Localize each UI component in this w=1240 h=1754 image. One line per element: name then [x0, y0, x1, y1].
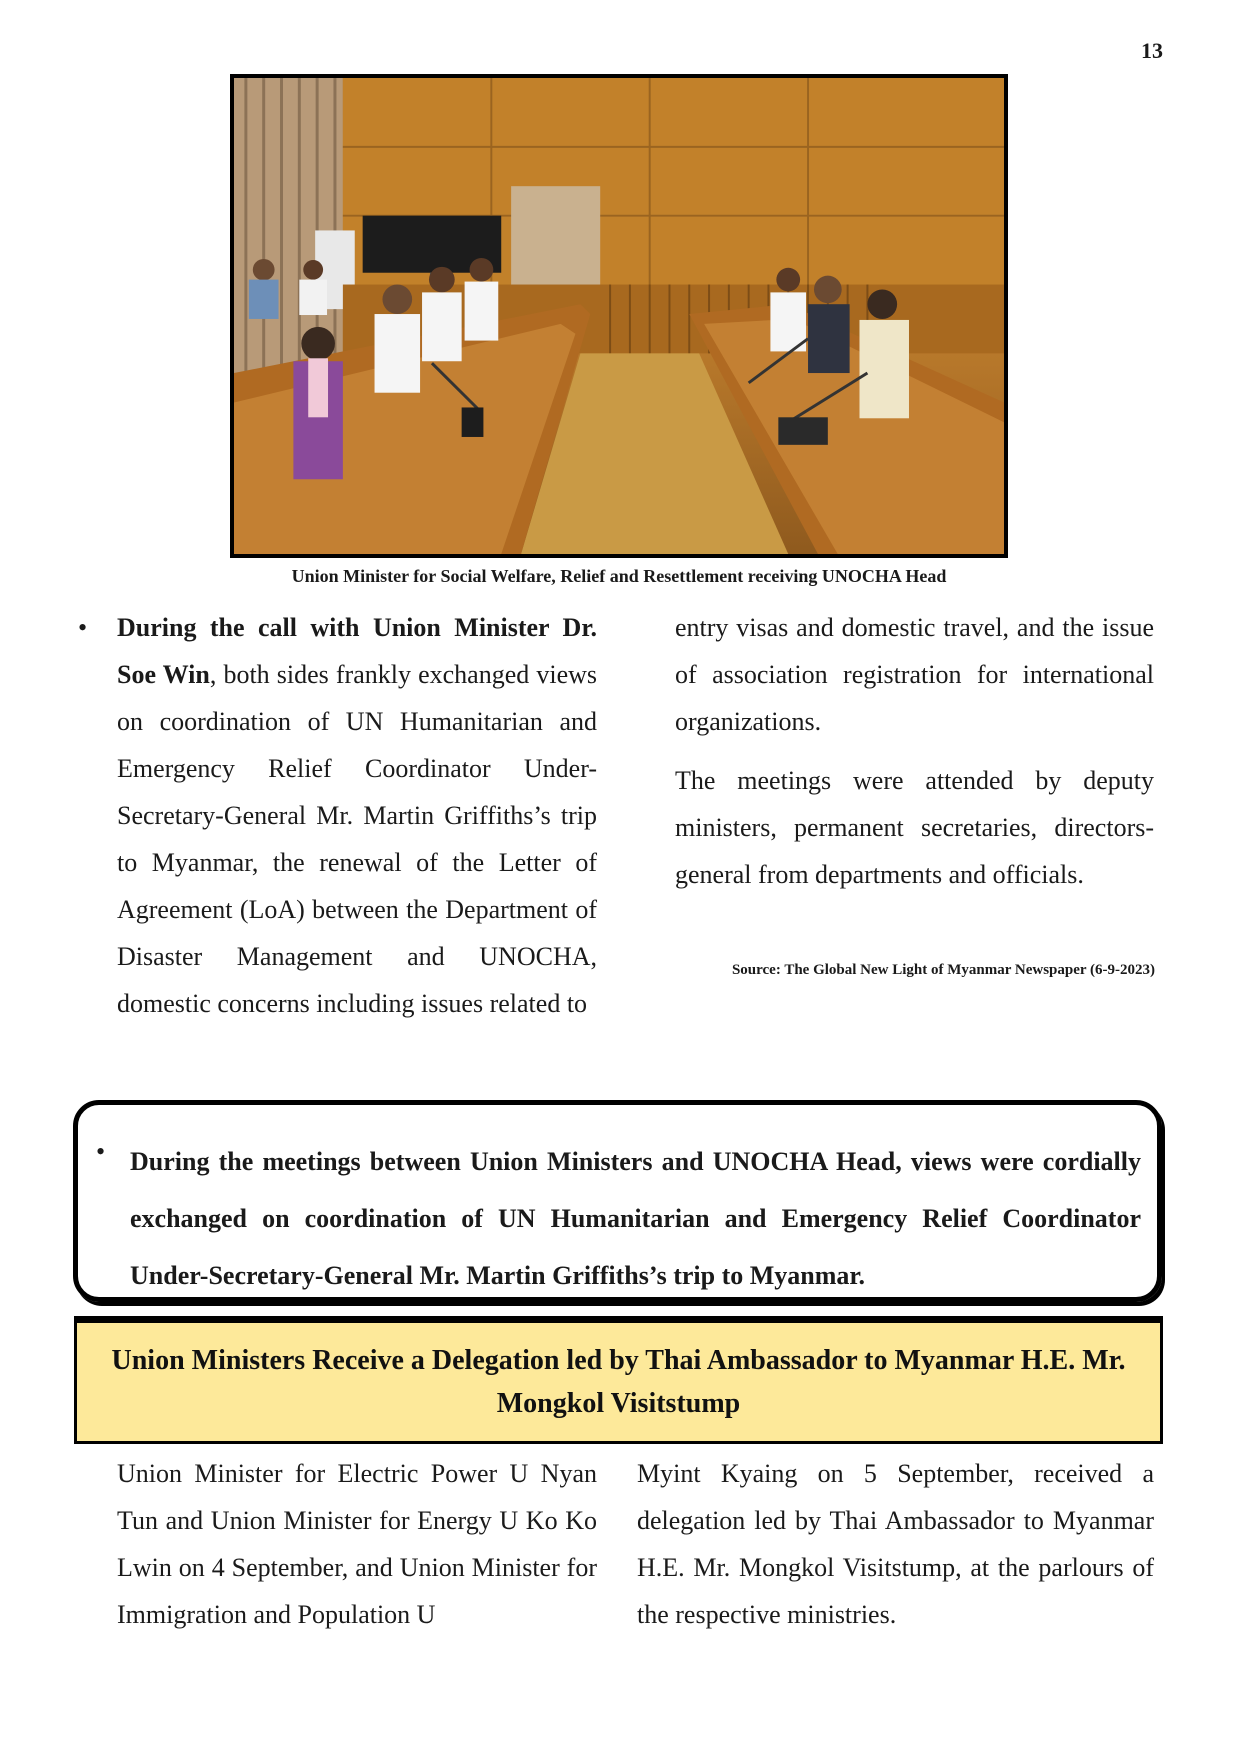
article2-left-column [79, 1450, 597, 1638]
photo-caption: Union Minister for Social Welfare, Relief and Resettlement receiving UNOCHA Head [291, 566, 947, 586]
page-number: 13 [1141, 38, 1163, 63]
curtain-left [234, 78, 343, 373]
attendance-paragraph: The meetings were attended by deputy ministers, permanent secretaries, directors-general from departments and officials. [675, 766, 1154, 889]
article2-headline-box [74, 1320, 1163, 1444]
article2-right-column [637, 1450, 1154, 1638]
bullet-bold-lead: During the call with Union Minister Dr. Soe Win [117, 613, 597, 689]
highlight-bullet: • [96, 1137, 106, 1166]
article1-right-column [637, 604, 1154, 898]
article2-headline: Union Ministers Receive a Delegation led by Thai Ambassador to Myanmar H.E. Mr. Mongkol Visitstump [111, 1345, 1126, 1419]
meeting-photo [230, 74, 1008, 558]
meeting-photo-illustration [234, 78, 1004, 554]
article2-body-left: Union Minister for Electric Power U Nyan Tun and Union Minister for Energy U Ko Ko Lwin on 4 September, and Union Minister for Immigration and Population U [117, 1459, 597, 1629]
highlight-text: During the meetings between Union Ministers and UNOCHA Head, views were cordially exchanged on coordination of UN Humanitarian and Emergency Relief Coordinator Under-Secretary-General Mr. Martin Griffiths’s trip to Myanmar. [130, 1147, 1141, 1290]
bullet-point: • [78, 613, 88, 642]
article2-body-right: Myint Kyaing on 5 September, received a delegation led by Thai Ambassador to Myanmar H.E. Mr. Mongkol Visitstump, at the parlours of the respective ministries. [637, 1459, 1154, 1629]
bullet-text: , both sides frankly exchanged views on coordination of UN Humanitarian and Emergency Relief Coordinator Under-Secretary-General Mr. Martin Griffiths’s trip to Myanmar, the renewal of the Letter of Agreement (LoA) between the Department of Disaster Management and UNOCHA, domestic concerns including issues related to [117, 660, 598, 1018]
bullet-continuation: entry visas and domestic travel, and the issue of association registration for international organizations. [675, 613, 1154, 736]
article1-left-column [117, 604, 597, 1027]
highlight-box [73, 1100, 1162, 1302]
source-citation: Source: The Global New Light of Myanmar Newspaper (6-9-2023) [731, 962, 1155, 978]
